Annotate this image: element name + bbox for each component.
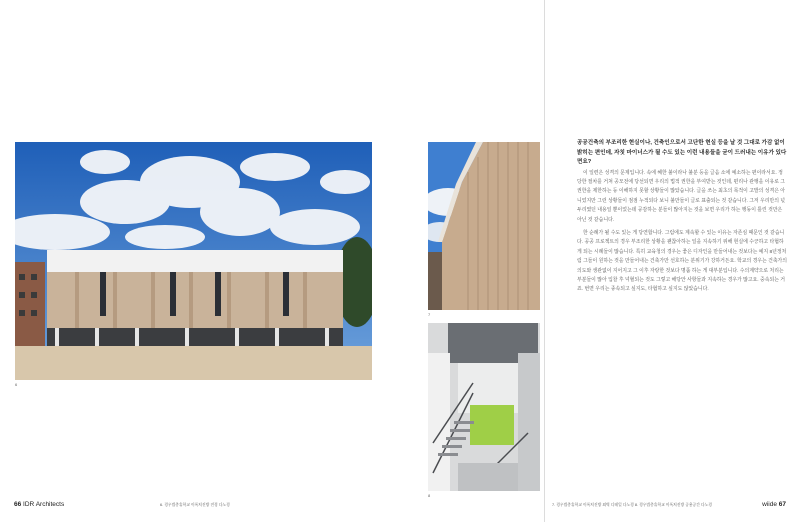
right-footer-caption: 7. 경우법총휴학교 이폭처진방 외벽 디테일 다노경 8. 경우법총휴학교 이폭처진방 공용공간 다노경 [552,503,712,507]
article-text [577,139,787,299]
left-footer-caption: 6. 경우법총휴학교 이폭처진방 전경 다노경 [160,503,230,507]
interview-question: 공공건축의 부조리한 현실이나, 건축인으로서 고단한 현실 등을 날 것 그대로 가감 없이 밝히는 편인데, 자칫 마이너스가 될 수도 있는 이런 내용들을 굳이 드러내는 이유가 있다면요? [577,140,787,165]
page-number-right: 67 [778,501,786,508]
main-building-photo [15,142,372,380]
photo-caption-number-8: 8 [428,493,431,498]
facade-detail-photo [428,142,540,310]
running-head: IDR Architects [23,501,65,508]
magazine-name: wiide [762,501,777,508]
interior-stair-photo [428,323,540,491]
page-gutter [544,0,545,522]
page-number-left: 66 [14,501,22,508]
answer-paragraph-2: 한 순례가 될 수도 있는 게 당연합니다. 그럼에도 계속할 수 있는 이유는 자존심 때문인 것 같습니다. 공공 프로젝트의 경우 부조리한 상황을 괜찮아하는 일을 지속하기 위해 현실에 수긍하고 타협하게 되는 시례들이 많습니다. 특히 교육청의 경우는 좋은 디자인을 만들어내는 것보다는 예지 8년정처럼 그들이 원하는 것을 만들어내는 건축가만 선호하는 분위기가 강하거든요. 학교의 경우는 건축가의 의도와 생관없이 지어지고 그 이후 자랑한 것보다 명품 하는 게 대부분입니다. 수의계약으로 처리는 부분들이 많아 입찰 후 넉혈되는 것도 그렇고 해당안 사항들과 지속하는 경우가 많고요. 중속되는 거죠. 번면 우리는 종속되고 싶지도, 타협하고 싶지도 않았습니다. [577,230,788,293]
photo-caption-number: 6 [15,382,18,387]
answer-paragraph-1: 이 일련은 성격의 문제입니다. 속에 혜한 불이라나 불분 등을 글음 소에 예소하는 편이라서요. 정당한 절차를 거쳐 공모전에 당선되면 우리의 법적 권한을 부여받는 것인데, 편리나 관행을 이유로 그 권한을 제한하는 등 이해하지 못할 상황들이 많았습니다. 글을 쓰는 최초의 목적이 고발의 성격은 아니었지만 그런 상황들이 점점 누적되다 보니 불만들이 글로 표출되는 것 같습니다. 그저 우리만의 넋두리였던 내용일 뿐이었는데 공감하는 분들이 많아지는 것을 보면 우리가 하는 행동이 틀린 것만은 아닌 것 같습니다. [577,170,785,223]
left-folio [14,501,64,508]
right-folio [762,501,786,508]
photo-caption-number-7: 7 [428,312,431,317]
